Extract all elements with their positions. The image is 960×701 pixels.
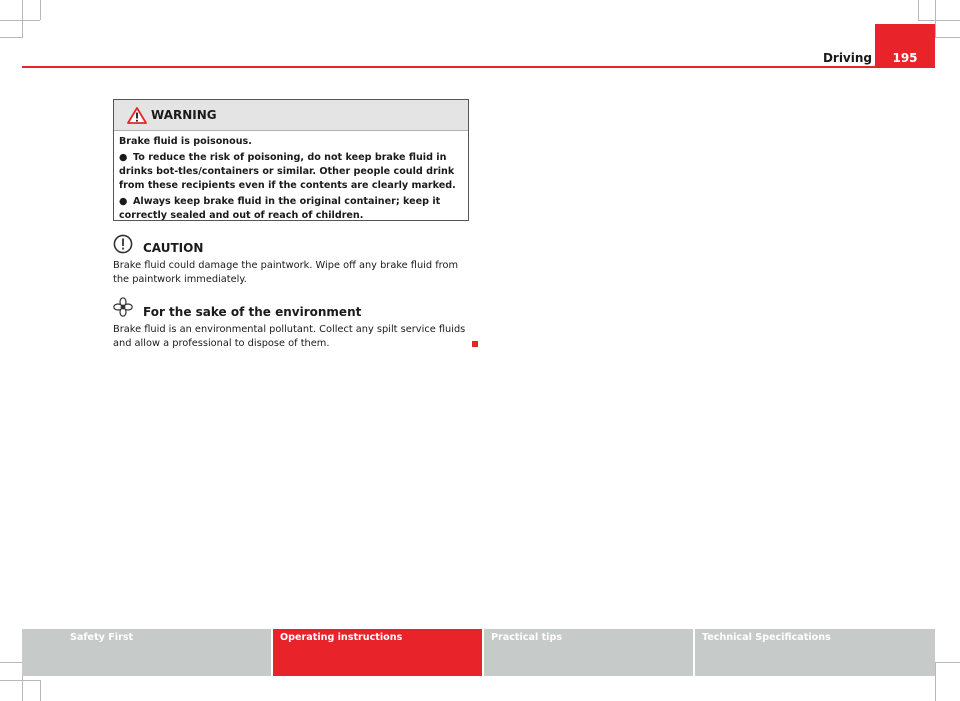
crop-mark <box>0 20 40 21</box>
warning-item <box>119 151 463 193</box>
page-number-tab <box>875 24 935 68</box>
header-rule <box>22 66 935 68</box>
crop-mark <box>935 662 936 701</box>
caution-text: Brake fluid could damage the paintwork. Wipe off any brake fluid from the paintwork immediately. <box>113 260 459 285</box>
bullet-icon: ● <box>119 196 128 207</box>
footer-tab-label: Operating instructions <box>280 632 403 643</box>
crop-mark <box>40 0 41 20</box>
warning-body <box>114 131 468 223</box>
environment-flower-icon <box>113 297 133 317</box>
warning-item <box>119 195 463 223</box>
footer-tab-label: Safety First <box>70 632 134 643</box>
crop-mark <box>918 20 960 21</box>
footer-tab-operating-instructions[interactable] <box>273 629 482 676</box>
crop-mark <box>40 680 41 701</box>
warning-intro: Brake fluid is poisonous. <box>119 136 252 147</box>
footer-tab-label: Technical Specifications <box>702 632 831 643</box>
warning-box <box>113 99 469 221</box>
crop-mark <box>918 0 919 20</box>
footer-tab-technical-specifications[interactable] <box>695 629 935 676</box>
bullet-icon: ● <box>119 152 128 163</box>
page-number: 195 <box>892 51 918 65</box>
caution-title: CAUTION <box>143 241 204 255</box>
section-title: Driving <box>822 51 872 65</box>
crop-mark <box>935 0 936 38</box>
warning-title: WARNING <box>151 108 217 122</box>
caution-icon <box>113 234 133 254</box>
warning-item-text: Always keep brake fluid in the original container; keep it correctly sealed and out of reach of children. <box>119 196 441 221</box>
crop-mark <box>935 37 960 38</box>
footer-tab-safety-first[interactable] <box>22 629 271 676</box>
footer-tab-practical-tips[interactable] <box>484 629 693 676</box>
section-end-marker <box>472 341 478 347</box>
warning-triangle-icon <box>127 107 147 124</box>
warning-header <box>114 100 468 131</box>
crop-mark <box>0 662 22 663</box>
crop-mark <box>0 680 40 681</box>
footer-tab-label: Practical tips <box>491 632 563 643</box>
crop-mark <box>935 662 960 663</box>
crop-mark <box>0 37 22 38</box>
environment-text: Brake fluid is an environmental pollutant. Collect any spilt service fluids and allow a professional to dispose of them. <box>113 324 466 349</box>
environment-title: For the sake of the environment <box>143 305 362 319</box>
crop-mark <box>22 0 23 38</box>
warning-item-text: To reduce the risk of poisoning, do not keep brake fluid in drinks bot-tles/containers or similar. Other people could drink from these recipients even if the contents are clearly marked. <box>119 152 456 191</box>
